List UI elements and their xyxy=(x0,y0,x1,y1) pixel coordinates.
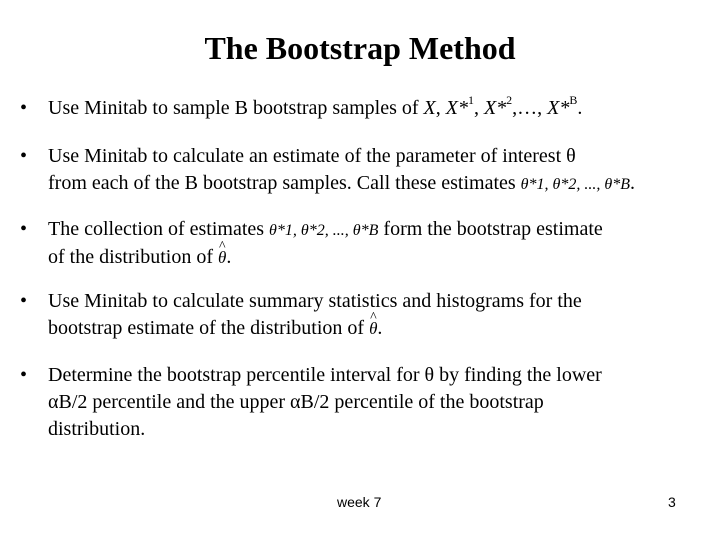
estimates-formula: θ*1, θ*2, ..., θ*B xyxy=(520,176,631,193)
bullet-sample-bootstrap xyxy=(20,95,700,122)
estimates-formula: θ*1, θ*2, ..., θ*B xyxy=(269,222,379,239)
slide-number: 3 xyxy=(668,494,676,510)
theta-hat-symbol: ^ θ xyxy=(218,244,226,271)
bullet-dot-icon: • xyxy=(20,364,28,386)
bullet-text: Use Minitab to sample B bootstrap samples of X, X*$^1$, X*$^2$,…, X*$^B$. xyxy=(48,93,583,119)
bullet-collection-estimates xyxy=(20,216,700,271)
footer-week-label: week 7 xyxy=(337,494,382,510)
bullet-summary-statistics xyxy=(20,288,700,342)
theta-hat-symbol: ^ θ xyxy=(369,315,377,342)
bullet-text: Use Minitab to calculate summary statistics and histograms for the bootstrap estimate of the distribution of ^ θ. xyxy=(48,288,700,342)
bullet-text: Use Minitab to calculate an estimate of the parameter of interest θ from each of the B bootstrap samples. Call these estimates θ*1, θ*2, ..., θ*B. xyxy=(48,145,636,194)
bullet-text: The collection of estimates θ*1, θ*2, ..., θ*B form the bootstrap estimate of the distribution of ^ θ. xyxy=(48,216,700,271)
bullet-dot-icon: • xyxy=(20,145,28,167)
bullet-dot-icon: • xyxy=(20,97,28,119)
slide-title: The Bootstrap Method xyxy=(204,30,516,66)
bullet-percentile-interval xyxy=(20,362,700,443)
bullet-dot-icon: • xyxy=(20,218,28,240)
bullet-dot-icon: • xyxy=(20,290,28,312)
bullet-calculate-estimates xyxy=(20,143,700,198)
bullet-text: Determine the bootstrap percentile interval for θ by finding the lower αB/2 percentile and the upper αB/2 percentile of the bootstrap distribution. xyxy=(48,364,602,440)
